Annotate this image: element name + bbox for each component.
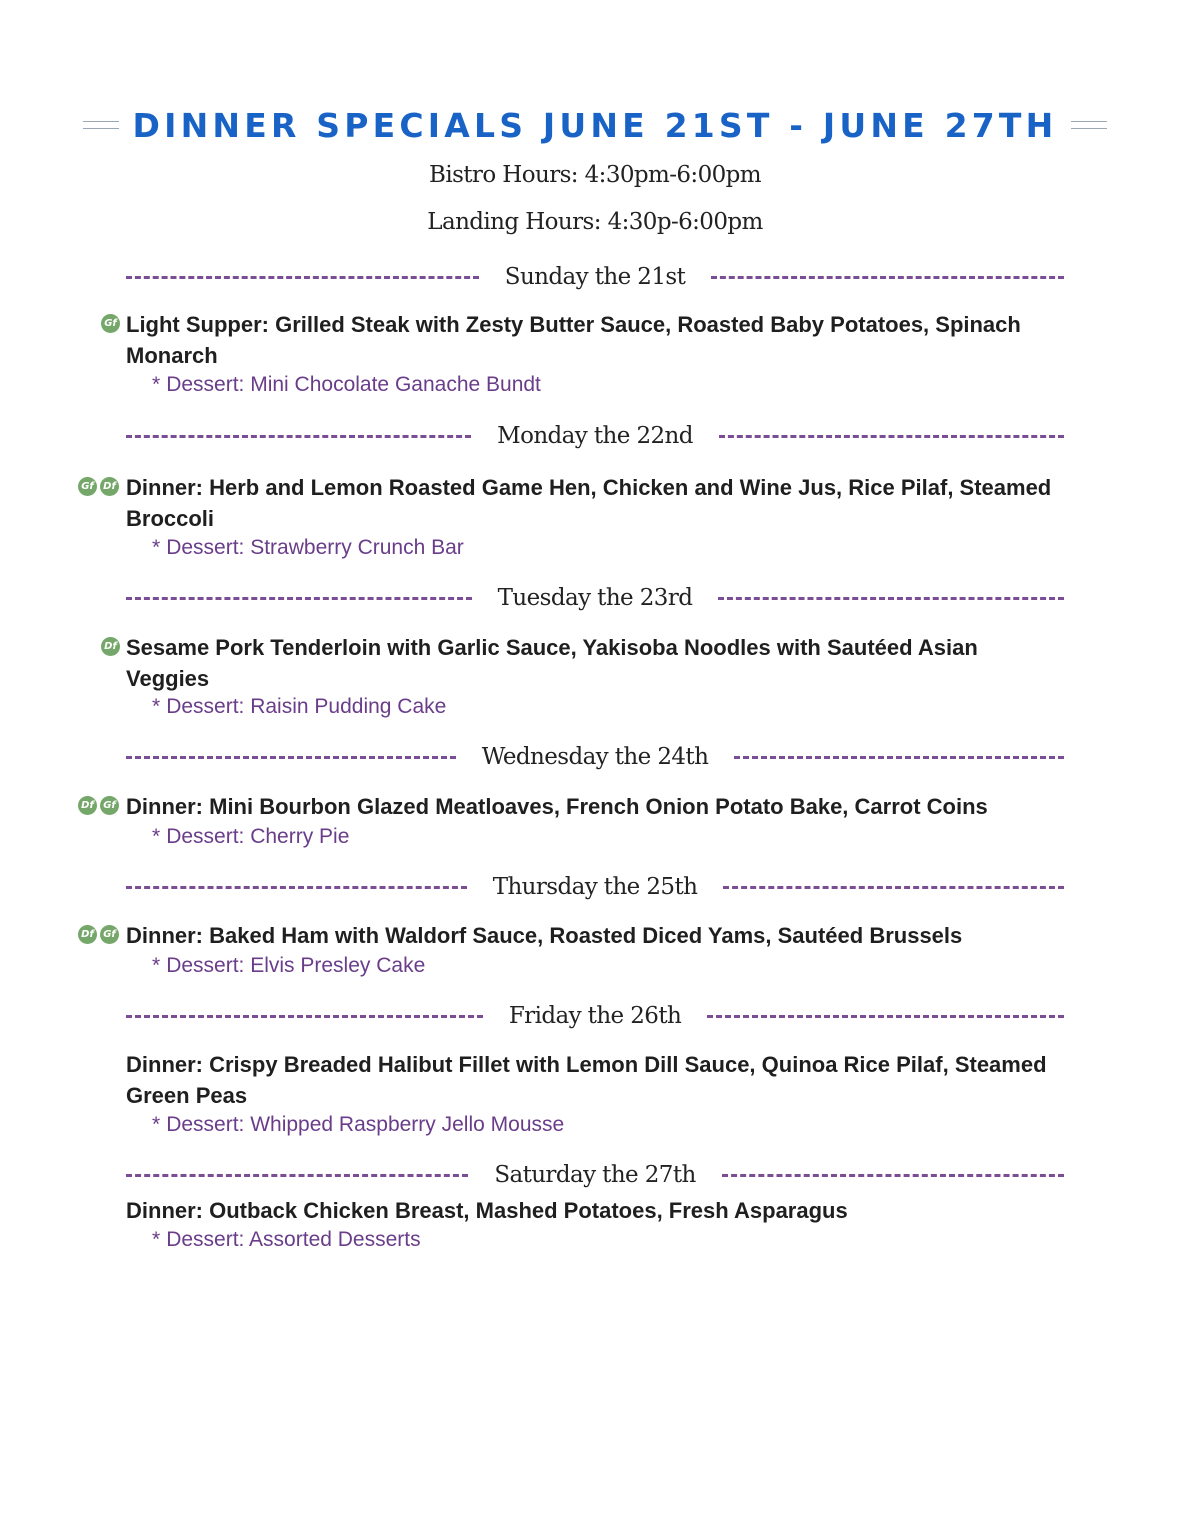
divider-left xyxy=(126,1015,483,1018)
diet-badges xyxy=(101,637,120,656)
divider-left xyxy=(126,886,467,889)
divider-left xyxy=(126,435,471,438)
dessert-line xyxy=(152,954,425,978)
dessert-text: Dessert: Elvis Presley Cake xyxy=(166,954,426,977)
dish-text: Light Supper: Grilled Steak with Zesty Butter Sauce, Roasted Baby Potatoes, Spinach Monarch xyxy=(126,312,1021,368)
day-label: Saturday the 27th xyxy=(494,1162,696,1188)
day-label: Sunday the 21st xyxy=(504,264,686,290)
dessert-line xyxy=(152,1228,421,1252)
day-label: Monday the 22nd xyxy=(497,423,693,449)
bistro-hours: Bistro Hours: 4:30pm-6:00pm xyxy=(429,162,761,188)
dessert-line xyxy=(152,373,541,397)
asterisk: * xyxy=(152,954,161,977)
dessert-text: Dessert: Mini Chocolate Ganache Bundt xyxy=(166,373,541,396)
dessert-line xyxy=(152,825,349,849)
day-label: Friday the 26th xyxy=(508,1003,682,1029)
gluten-free-icon: Gf xyxy=(78,477,97,496)
dessert-line xyxy=(152,695,446,719)
asterisk: * xyxy=(152,373,161,396)
dairy-free-icon: Df xyxy=(78,925,97,944)
title-row xyxy=(0,102,1190,148)
divider-left xyxy=(126,597,472,600)
divider-right xyxy=(734,756,1064,759)
day-header-tuesday xyxy=(126,583,1064,613)
asterisk: * xyxy=(152,695,161,718)
divider-right xyxy=(719,435,1064,438)
divider-right xyxy=(707,1015,1064,1018)
diet-badges xyxy=(101,314,120,333)
divider-left xyxy=(126,1174,468,1177)
asterisk: * xyxy=(152,536,161,559)
dairy-free-icon: Df xyxy=(78,796,97,815)
day-header-sunday xyxy=(126,262,1064,292)
landing-hours: Landing Hours: 4:30p-6:00pm xyxy=(427,209,763,235)
divider-left xyxy=(126,276,479,279)
dessert-text: Dessert: Strawberry Crunch Bar xyxy=(166,536,464,559)
dairy-free-icon: Df xyxy=(101,637,120,656)
diet-badges xyxy=(78,925,119,944)
diet-badges xyxy=(78,477,119,496)
day-label: Thursday the 25th xyxy=(492,874,698,900)
day-label: Tuesday the 23rd xyxy=(497,585,693,611)
asterisk: * xyxy=(152,1228,161,1251)
dessert-text: Dessert: Raisin Pudding Cake xyxy=(166,695,447,718)
dessert-text: Dessert: Assorted Desserts xyxy=(166,1228,421,1251)
asterisk: * xyxy=(152,825,161,848)
dish-text: Dinner: Outback Chicken Breast, Mashed Potatoes, Fresh Asparagus xyxy=(126,1198,848,1223)
day-header-saturday xyxy=(126,1160,1064,1190)
day-header-friday xyxy=(126,1001,1064,1031)
dairy-free-icon: Df xyxy=(100,477,119,496)
day-header-monday xyxy=(126,421,1064,451)
asterisk: * xyxy=(152,1113,161,1136)
gluten-free-icon: Gf xyxy=(100,925,119,944)
gluten-free-icon: Gf xyxy=(100,796,119,815)
dessert-line xyxy=(152,1113,564,1137)
title-ornament-left xyxy=(83,121,119,129)
divider-left xyxy=(126,756,456,759)
diet-badges xyxy=(78,796,119,815)
day-header-wednesday xyxy=(126,742,1064,772)
dish-text: Dinner: Mini Bourbon Glazed Meatloaves, French Onion Potato Bake, Carrot Coins xyxy=(126,794,988,819)
divider-right xyxy=(723,886,1064,889)
day-header-thursday xyxy=(126,872,1064,902)
dish-text: Dinner: Herb and Lemon Roasted Game Hen, Chicken and Wine Jus, Rice Pilaf, Steamed Broccoli xyxy=(126,475,1052,531)
divider-right xyxy=(718,597,1064,600)
divider-right xyxy=(722,1174,1064,1177)
dish-text: Dinner: Crispy Breaded Halibut Fillet with Lemon Dill Sauce, Quinoa Rice Pilaf, Steamed Green Peas xyxy=(126,1052,1047,1108)
day-label: Wednesday the 24th xyxy=(481,744,709,770)
dish-text: Sesame Pork Tenderloin with Garlic Sauce, Yakisoba Noodles with Sautéed Asian Veggies xyxy=(126,635,978,691)
dish-text: Dinner: Baked Ham with Waldorf Sauce, Roasted Diced Yams, Sautéed Brussels xyxy=(126,923,963,948)
title-ornament-right xyxy=(1071,121,1107,129)
dessert-line xyxy=(152,536,464,560)
page-title: DINNER SPECIALS JUNE 21ST - JUNE 27TH xyxy=(132,105,1058,145)
gluten-free-icon: Gf xyxy=(101,314,120,333)
dessert-text: Dessert: Whipped Raspberry Jello Mousse xyxy=(166,1113,565,1136)
dessert-text: Dessert: Cherry Pie xyxy=(166,825,350,848)
divider-right xyxy=(711,276,1064,279)
